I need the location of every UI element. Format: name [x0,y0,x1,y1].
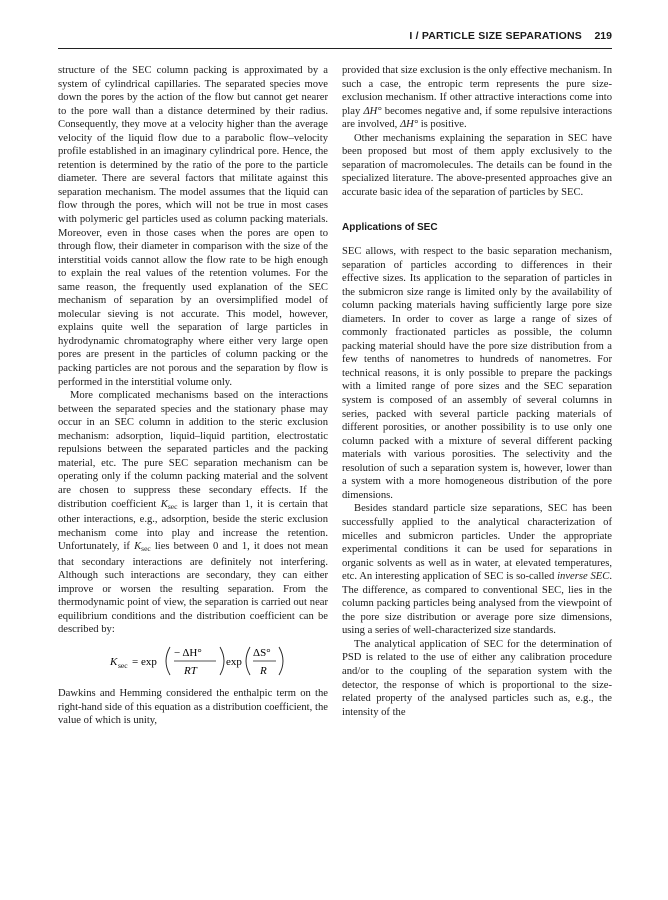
right-paragraph-4: Besides standard particle size separations, SEC has been successfully applied to the analytical characterization of micelles and submicron particles. Under the appropriate experimental conditions it can be used for separations in organic solvents as well as in water, at elevated temperatures, etc. An interesting application of SEC is so-called inverse SEC. The difference, as compared to conventional SEC, lies in the column packing particles being analysed from the viewpoint of the pore size distribution or average pore size dimensions, using a series of well-characterized size standards. [342,503,612,637]
equation-lhs: K [110,655,118,668]
right-paragraph-3: SEC allows, with respect to the basic separation mechanism, separation of particles according to differences in their effective sizes. Its application to the separation of particles in the submicron size range is limited only by the availability of column packing materials having sufficiently large pore size diameters. In order to cover as large a range of sizes of commonly fractionated particles as possible, the column packing material should have the pore size distribution from a few tenths of nanometres to hundreds of nanometres. For technical reasons, it is only possible to prepare the packings with a limited range of pore sizes and the SEC separation system is composed of an assembly of several columns in series, packed with several particle packing materials of different porosities, or another possibility is to use only one column packed with a mixture of several different packing materials with various porosities. The selectivity and the resolution of such a separation system is, however, lower than a system with a more homogeneous distribution of the pore dimensions. [342,246,612,501]
paren-left-2 [246,647,250,675]
right-paragraph-5: The analytical application of SEC for the determination of PSD is related to the use of either any calibration procedure and/or to the coupling of the separation system with the detector, the response of which is proportional to the size-related property of the analysed particles such as, e.g., the intensity of the [342,638,612,718]
right-paragraph-1: provided that size exclusion is the only effective mechanism. In such a case, the entropic term represents the pure size-exclusion mechanism. If other attractive interactions come into play ΔH° becomes negative and, if some repulsive interactions are involved, ΔH° is positive. [342,65,613,131]
equation-den-2: R [260,664,267,677]
running-header [58,26,612,49]
paren-right-1 [220,647,224,675]
right-column [342,64,612,719]
section-heading: Applications of SEC [342,222,438,234]
right-paragraph-2: Other mechanisms explaining the separation in SEC have been proposed but most of them apply exclusively to the separation of macromolecules. The details can be found in the specialized literature. The above-presented approaches give an accurate basic idea of the separation of particles by SEC. [342,132,612,198]
equation-lhs-sub: sec [118,660,128,670]
equation-eq-exp: = exp [132,655,157,668]
equation-num-2: ΔS° [253,646,271,659]
running-header-title: I / PARTICLE SIZE SEPARATIONS [409,30,582,42]
left-column [58,64,328,728]
distribution-coefficient-equation [58,641,328,681]
paren-left-1 [166,647,170,675]
equation-den-1: RT [184,664,197,677]
equation-num-1: − ΔH° [174,646,202,659]
equation-exp-2: exp [226,655,242,668]
page-number: 219 [594,30,612,42]
paren-right-2 [279,647,283,675]
left-paragraph-2: More complicated mechanisms based on the interactions between the separated species and the stationary phase may occur in an SEC column in addition to the steric exclusion mechanism: adsorption, liquid–liquid partition, electrostatic repulsions between the separated particles and the packing material, etc. The pure SEC separation mechanism can be operating only if the column packing material and the solvent are chosen to suppress these secondary effects. If the distribution coefficient $K_{sec}$ is larger than 1, it is certain that other interactions, e.g., adsorption, beside the steric exclusion mechanism come into play and increase the retention. Unfortunately, if $K_{sec}$ lies between 0 and 1, it does not mean that secondary interactions are definitely not interfering. Although such interactions are secondary, they can either improve or worsen the resulting separation. From the thermodynamic point of view, the separation is carried out near equilibrium conditions and the distribution coefficient can be described by: [58,390,328,636]
left-paragraph-1: structure of the SEC column packing is approximated by a system of cylindrical capillaries. The separated species move down the pores by the action of the flow but cannot get nearer to the pore wall than a distance determined by their radius. Consequently, they move at a velocity higher than the average velocity of the liquid flow due to a parabolic flow–velocity profile established in an imaginary cylindrical pore. Hence, the retention is determined by the ratio of the pore to the particle diameter. There are several factors that militate against this separation mechanism. The model assumes that the liquid can flow through the pores, which will not be true in most cases with polymeric gel particles used as column packing materials. Moreover, even in those cases when the pores are open to through flow, their diameter in comparison with the size of the interstitial voids cannot allow the flow rate to be high enough to explain the real values of the retention volumes. For the same reason, the frequently used explanation of the SEC mechanism of separation by an oversimplified model of molecular sieving is not accurate. This model, however, explains quite well the separation of large particles in hydrodynamic chromatography where either very large open pores are present in the particles of column packing or the packing particles are not porous and the separation by flow is performed in the interstitial volume only. [58,65,328,388]
left-paragraph-3: Dawkins and Hemming considered the enthalpic term on the right-hand side of this equation as a distribution coefficient, the value of which is unity, [58,687,328,727]
